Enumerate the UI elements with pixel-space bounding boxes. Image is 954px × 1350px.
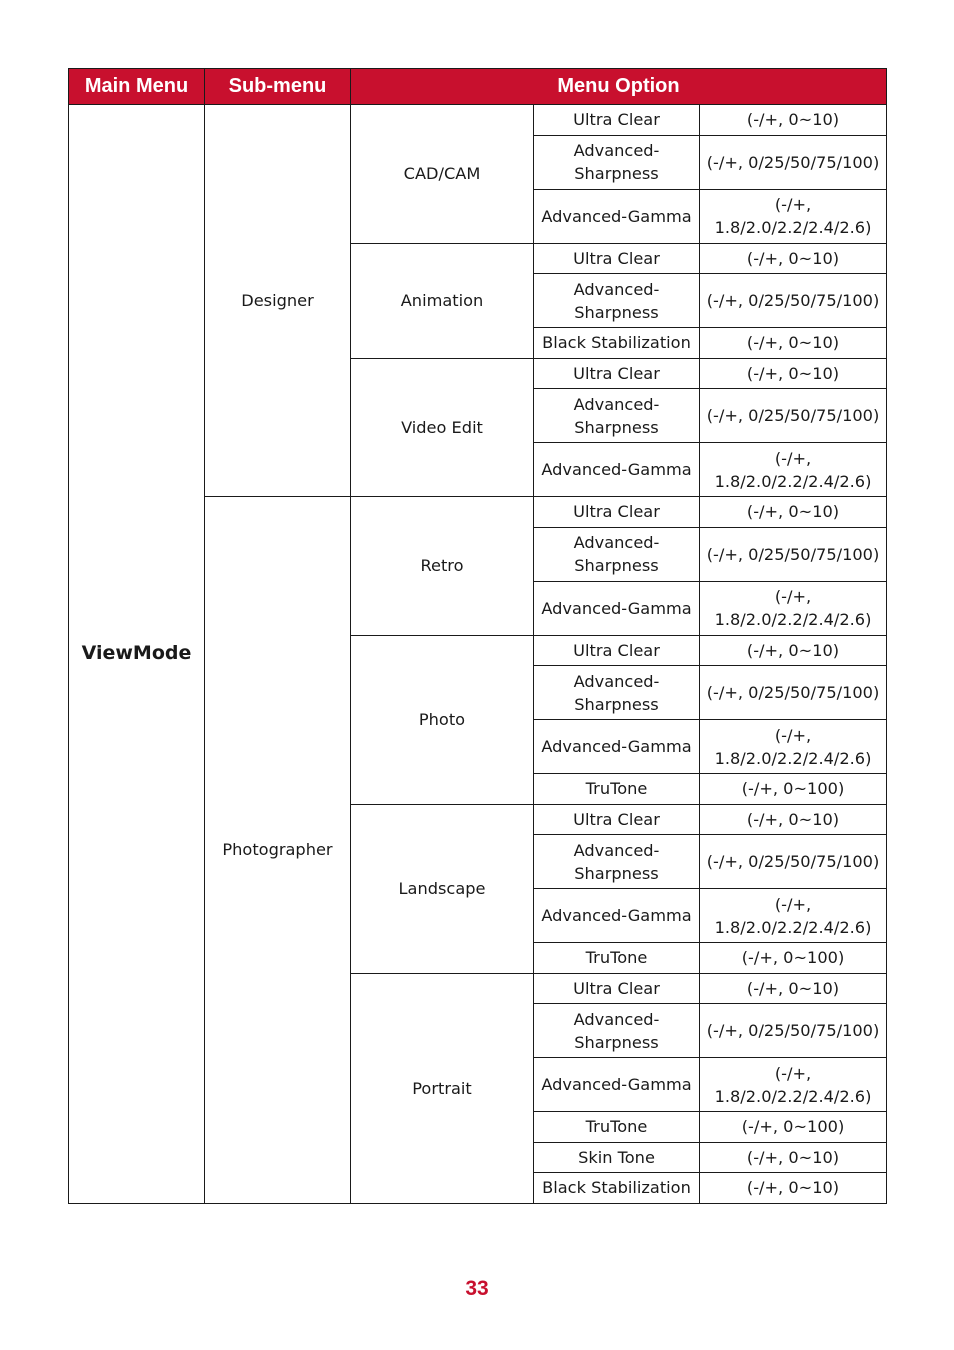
header-sub-menu: Sub-menu [205, 69, 351, 105]
option-name-cell: Ultra Clear [534, 243, 700, 274]
option-value-cell: (-/+, 0/25/50/75/100) [700, 666, 887, 720]
option-value-cell: (-/+, 0/25/50/75/100) [700, 835, 887, 889]
menu-options-table [68, 68, 887, 1204]
option-value-cell: (-/+, 1.8/2.0/2.2/2.4/2.6) [700, 443, 887, 497]
option-value-cell: (-/+, 1.8/2.0/2.2/2.4/2.6) [700, 720, 887, 774]
option-value-cell: (-/+, 0/25/50/75/100) [700, 1004, 887, 1058]
mode-cell: Animation [351, 243, 534, 358]
option-name-cell: Advanced-Gamma [534, 889, 700, 943]
option-value-cell: (-/+, 0~100) [700, 943, 887, 974]
option-value-cell: (-/+, 0/25/50/75/100) [700, 527, 887, 581]
mode-cell: Portrait [351, 973, 534, 1203]
option-value-cell: (-/+, 0~100) [700, 1112, 887, 1143]
option-name-cell: Ultra Clear [534, 497, 700, 528]
option-name-cell: Advanced-Sharpness [534, 135, 700, 189]
mode-cell: Photo [351, 635, 534, 804]
sub-menu-cell: Photographer [205, 497, 351, 1204]
option-value-cell: (-/+, 0~10) [700, 635, 887, 666]
mode-cell: Retro [351, 497, 534, 636]
mode-cell: CAD/CAM [351, 105, 534, 244]
option-name-cell: Advanced-Gamma [534, 581, 700, 635]
page-number: 33 [465, 1277, 489, 1300]
option-name-cell: TruTone [534, 943, 700, 974]
option-name-cell: Advanced-Gamma [534, 720, 700, 774]
option-name-cell: Advanced-Sharpness [534, 389, 700, 443]
option-name-cell: Advanced-Sharpness [534, 1004, 700, 1058]
option-name-cell: Advanced-Gamma [534, 443, 700, 497]
option-name-cell: Ultra Clear [534, 635, 700, 666]
option-value-cell: (-/+, 0~10) [700, 243, 887, 274]
option-value-cell: (-/+, 0/25/50/75/100) [700, 135, 887, 189]
option-value-cell: (-/+, 1.8/2.0/2.2/2.4/2.6) [700, 189, 887, 243]
option-name-cell: Advanced-Sharpness [534, 527, 700, 581]
option-value-cell: (-/+, 0~10) [700, 1173, 887, 1204]
option-value-cell: (-/+, 0~10) [700, 804, 887, 835]
option-value-cell: (-/+, 1.8/2.0/2.2/2.4/2.6) [700, 1058, 887, 1112]
option-name-cell: Advanced-Sharpness [534, 666, 700, 720]
option-value-cell: (-/+, 0~10) [700, 328, 887, 359]
option-value-cell: (-/+, 0/25/50/75/100) [700, 389, 887, 443]
option-value-cell: (-/+, 0~10) [700, 358, 887, 389]
option-value-cell: (-/+, 0/25/50/75/100) [700, 274, 887, 328]
option-name-cell: Ultra Clear [534, 973, 700, 1004]
option-name-cell: Black Stabilization [534, 1173, 700, 1204]
option-value-cell: (-/+, 0~10) [700, 973, 887, 1004]
option-value-cell: (-/+, 1.8/2.0/2.2/2.4/2.6) [700, 889, 887, 943]
mode-cell: Landscape [351, 804, 534, 973]
header-main-menu: Main Menu [69, 69, 205, 105]
option-name-cell: Black Stabilization [534, 328, 700, 359]
option-name-cell: Skin Tone [534, 1142, 700, 1173]
option-name-cell: Advanced-Gamma [534, 189, 700, 243]
table-row [69, 105, 887, 136]
option-value-cell: (-/+, 0~10) [700, 497, 887, 528]
option-value-cell: (-/+, 1.8/2.0/2.2/2.4/2.6) [700, 581, 887, 635]
option-name-cell: Advanced-Gamma [534, 1058, 700, 1112]
mode-cell: Video Edit [351, 358, 534, 497]
option-name-cell: Ultra Clear [534, 358, 700, 389]
option-value-cell: (-/+, 0~10) [700, 105, 887, 136]
option-value-cell: (-/+, 0~100) [700, 774, 887, 805]
option-name-cell: TruTone [534, 1112, 700, 1143]
option-name-cell: TruTone [534, 774, 700, 805]
header-menu-option: Menu Option [351, 69, 887, 105]
sub-menu-cell: Designer [205, 105, 351, 497]
main-menu-cell: ViewMode [69, 105, 205, 1204]
option-name-cell: Advanced-Sharpness [534, 835, 700, 889]
option-name-cell: Ultra Clear [534, 804, 700, 835]
table-header-row [69, 69, 887, 105]
option-name-cell: Ultra Clear [534, 105, 700, 136]
option-value-cell: (-/+, 0~10) [700, 1142, 887, 1173]
option-name-cell: Advanced-Sharpness [534, 274, 700, 328]
table-body [69, 105, 887, 1204]
